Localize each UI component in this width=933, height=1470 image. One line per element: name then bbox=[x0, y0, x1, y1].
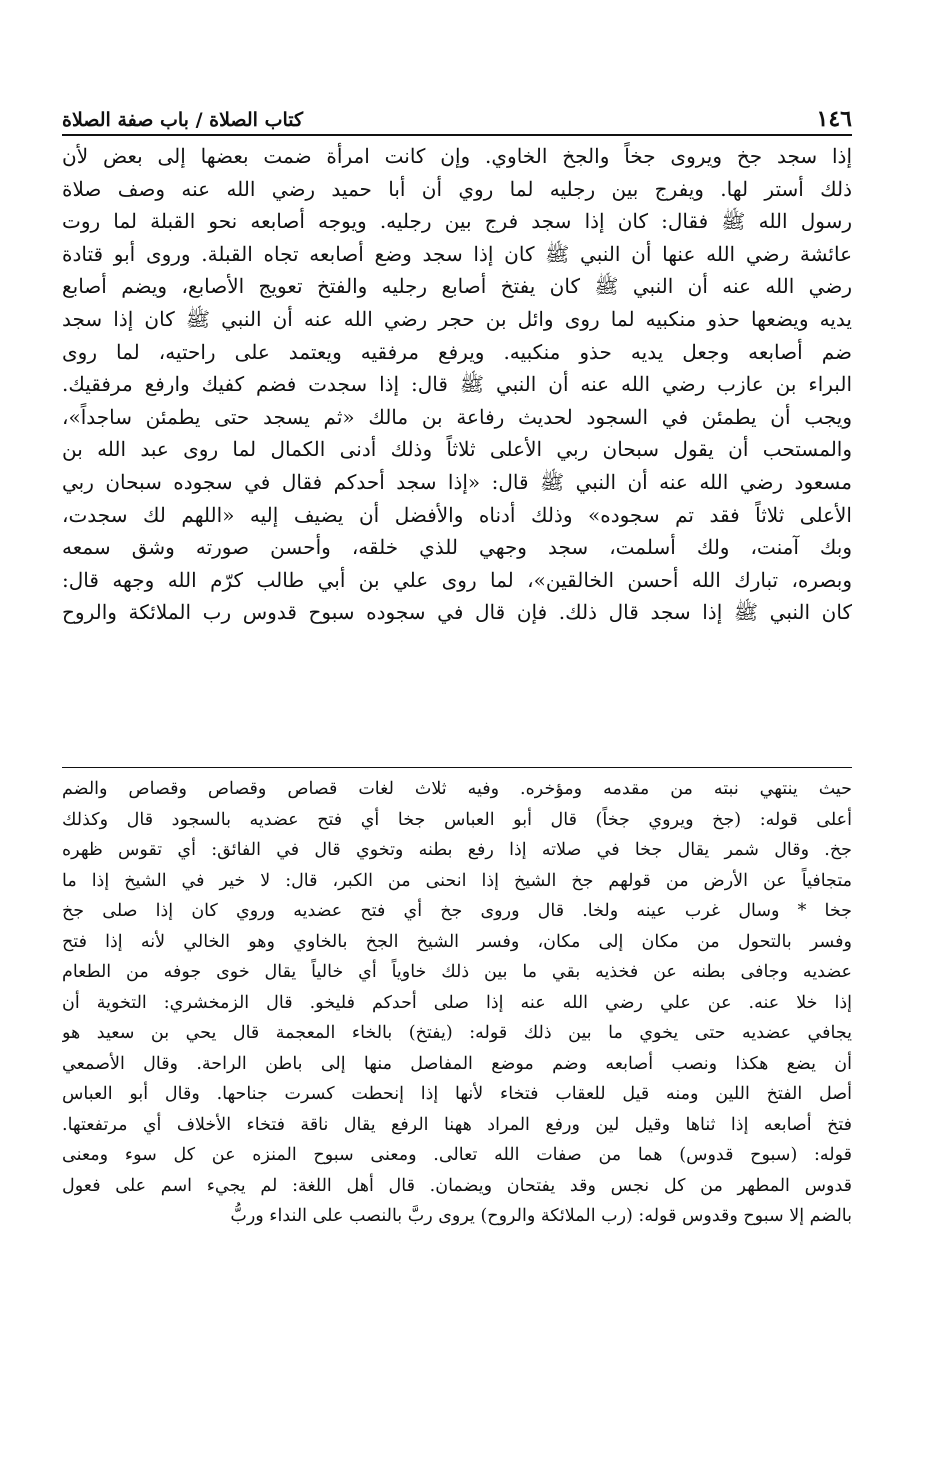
main-text-line: إذا سجد جخ ويروى جخاً والجخ الخاوي. وإن كانت امرأة ضمت بعضها إلى بعض لأن bbox=[62, 144, 852, 168]
footnote-line: قوله: (سبوح قدوس) هما من صفات الله تعالى. ومعنى سبوح المنزه عن كل سوء ومعنى bbox=[62, 1145, 852, 1165]
running-title: كتاب الصلاة / باب صفة الصلاة bbox=[62, 109, 304, 131]
main-text-line: رسول الله ﷺ فقال: كان إذا سجد فرج بين رجليه. ويوجه أصابعه نحو القبلة لما روت bbox=[62, 209, 852, 234]
main-text-line: ويجب أن يطمئن في السجود لحديث رفاعة بن مالك «ثم يسجد حتى يطمئن ساجداً»، bbox=[62, 404, 852, 429]
running-head bbox=[62, 96, 852, 130]
main-text-line: والمستحب أن يقول سبحان ربي الأعلى ثلاثاً وذلك أدنى الكمال لما روى عبد الله بن bbox=[62, 437, 852, 462]
footnote-line: يجافي عضديه حتى يخوي ما بين ذلك قوله: (يفتخ) بالخاء المعجمة قال يحي بن سعيد هو bbox=[62, 1023, 852, 1043]
footnote-line: إذا خلا عنه. عن علي رضي الله عنه إذا صلى أحدكم فليخو. قال الزمخشري: التخوية أن bbox=[62, 992, 852, 1013]
footnote-line: قدوس المطهر من كل نجس وقد يفتحان ويضمان. قال أهل اللغة: لم يجيء اسم على فعول bbox=[62, 1175, 852, 1196]
main-text-line: يديه ويضعها حذو منكبيه لما روى وائل بن حجر رضي الله عنه أن النبي ﷺ كان إذا سجد bbox=[62, 306, 852, 331]
main-text-line: ذلك أستر لها. ويفرج بين رجليه لما روي أن أبا حميد رضي الله عنه وصف صلاة bbox=[62, 176, 852, 201]
main-text-line: وبصره، تبارك الله أحسن الخالقين»، لما روى علي بن أبي طالب كرّم الله وجهه قال: bbox=[62, 567, 852, 592]
footnotes bbox=[62, 774, 852, 1232]
main-text-line: عائشة رضي الله عنها أن النبي ﷺ كان إذا سجد وضع أصابعه تجاه القبلة. وروى أبو قتادة bbox=[62, 241, 852, 266]
header-rule bbox=[62, 134, 852, 136]
footnote-line: فتخ أصابعه إذا ثناها وقيل لين ورفع المراد ههنا الرفع يقال ناقة فتخاء الأخلاف أي مرتفعتها. bbox=[62, 1114, 852, 1135]
footnote-line: وفسر بالتحول من مكان إلى مكان، وفسر الشيخ الجخ بالخاوي وهو الخالي لأنه إذا فتح bbox=[62, 931, 852, 952]
footnote-line: جخ. وقال شمر يقال جخا في صلاته إذا رفع بطنه وتخوي قال في الفائق: أي تقوس ظهره bbox=[62, 840, 852, 860]
footnote-line: أن يضع هكذا ونصب أصابعه وضم موضع المفاصل منها إلى باطن الراحة. وقال الأصمعي bbox=[62, 1053, 852, 1074]
footnote-rule bbox=[62, 767, 852, 768]
main-text-line: الأعلى ثلاثاً فقد تم سجوده» وذلك أدناه والأفضل أن يضيف إليه «اللهم لك سجدت، bbox=[62, 502, 852, 527]
footnote-line: متجافياً عن الأرض من قولهم جخ الشيخ إذا انحنى من الكبر، قال: لا خير في الشيخ إذا ما bbox=[62, 870, 852, 891]
main-text-line: وبك آمنت، ولك أسلمت، سجد وجهي للذي خلقه، وأحسن صورته وشق سمعه bbox=[62, 535, 852, 560]
footnote-line: أصل الفتخ اللين ومنه قيل للعقاب فتخاء لأنها إذا إنحطت كسرت جناحها. وقال أبو العباس bbox=[62, 1084, 852, 1104]
page-number: ١٤٦ bbox=[816, 106, 852, 132]
footnote-line: حيث ينتهي نبته من مقدمه ومؤخره. وفيه ثلاث لغات قصاص وقصاص وقصاص والضم bbox=[62, 779, 852, 799]
main-text-line: رضي الله عنه أن النبي ﷺ كان يفتخ أصابع رجليه والفتخ تعويج الأصابع، ويضم أصابع bbox=[62, 274, 852, 299]
main-text-line: البراء بن عازب رضي الله عنه أن النبي ﷺ قال: إذا سجدت فضم كفيك وارفع مرفقيك. bbox=[62, 372, 852, 397]
main-text-line: كان النبي ﷺ إذا سجد قال ذلك. فإن قال في سجوده سبوح قدوس رب الملائكة والروح bbox=[62, 600, 852, 625]
footnote-line: عضديه وجافى بطنه عن فخذيه بقي ما بين ذلك خاوياً أي خالياً يقال خوى جوفه من الطعام bbox=[62, 962, 852, 982]
footnote-line: جخا * وسال غرب عينه ولخا. قال وروى جخ أي فتح عضديه وروي كان إذا صلى جخ bbox=[62, 901, 852, 921]
main-text bbox=[62, 140, 852, 629]
main-text-line: مسعود رضي الله عنه أن النبي ﷺ قال: «إذا سجد أحدكم فقال في سجوده سبحان ربي bbox=[62, 469, 852, 494]
footnote-line: بالضم إلا سبوح وقدوس قوله: (رب الملائكة والروح) يروى ربَّ بالنصب على النداء وربُّ bbox=[230, 1206, 852, 1226]
footnote-line: أعلى قوله: (جخ ويروي جخاً) قال أبو العباس جخا أي فتح عضديه بالسجود قال وكذلك bbox=[62, 809, 852, 830]
main-text-line: ضم أصابعه وجعل يديه حذو منكبيه. ويرفع مرفقيه ويعتمد على راحتيه، لما روى bbox=[62, 339, 852, 364]
